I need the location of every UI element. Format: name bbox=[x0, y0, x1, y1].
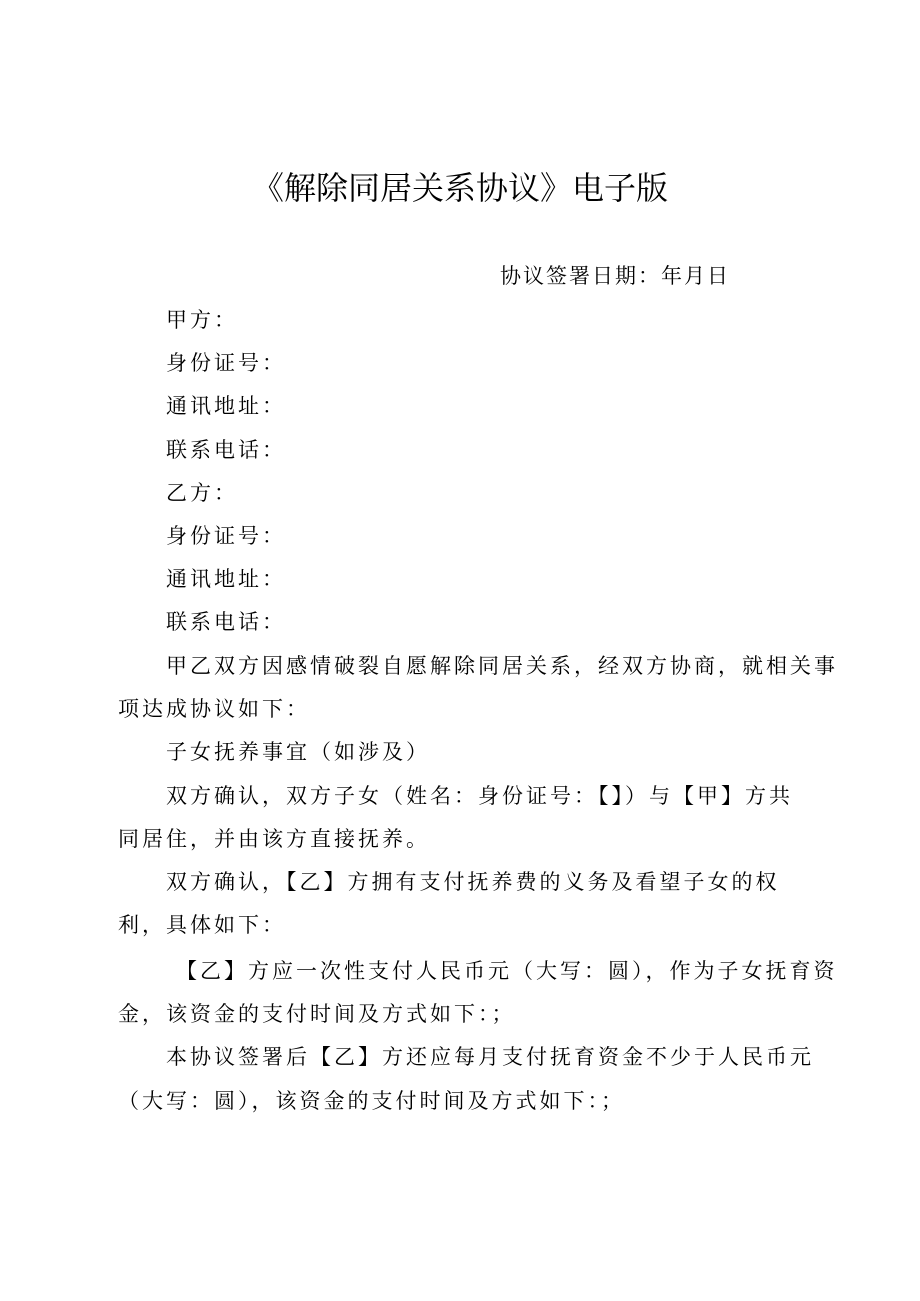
clause-3-line-2: 金，该资金的支付时间及方式如下：； bbox=[118, 1002, 516, 1026]
clause-2-line-1: 双方确认，【乙】方拥有支付抚养费的义务及看望子女的权 bbox=[166, 870, 780, 894]
party-b-id-label: 身份证号： bbox=[166, 524, 286, 548]
party-a-name-label: 甲方： bbox=[166, 308, 238, 332]
clause-4-line-2: （大写：圆），该资金的支付时间及方式如下：； bbox=[118, 1089, 625, 1113]
party-b-name-label: 乙方： bbox=[166, 481, 238, 505]
sign-date: 协议签署日期：年月日 bbox=[500, 264, 730, 288]
document-title: 《解除同居关系协议》电子版 bbox=[251, 169, 668, 207]
party-a-address-label: 通讯地址： bbox=[166, 394, 286, 418]
preamble-line-2: 项达成协议如下： bbox=[118, 697, 310, 721]
preamble-line-1: 甲乙双方因感情破裂自愿解除同居关系，经双方协商，就相关事 bbox=[166, 654, 838, 678]
clause-4-line-1: 本协议签署后【乙】方还应每月支付抚育资金不少于人民币元 bbox=[166, 1045, 814, 1069]
clause-1-line-1: 双方确认，双方子女（姓名：身份证号：【】）与【甲】方共 bbox=[166, 784, 793, 808]
party-a-phone-label: 联系电话： bbox=[166, 438, 286, 462]
clause-3-line-1: 【乙】方应一次性支付人民币元（大写：圆），作为子女抚育资 bbox=[176, 959, 838, 983]
party-b-phone-label: 联系电话： bbox=[166, 610, 286, 634]
party-a-id-label: 身份证号： bbox=[166, 351, 286, 375]
clause-1-line-2: 同居住，并由该方直接抚养。 bbox=[118, 827, 430, 851]
party-b-address-label: 通讯地址： bbox=[166, 567, 286, 591]
clause-2-line-2: 利，具体如下： bbox=[118, 913, 286, 937]
section-heading: 子女抚养事宜（如涉及） bbox=[166, 740, 430, 764]
